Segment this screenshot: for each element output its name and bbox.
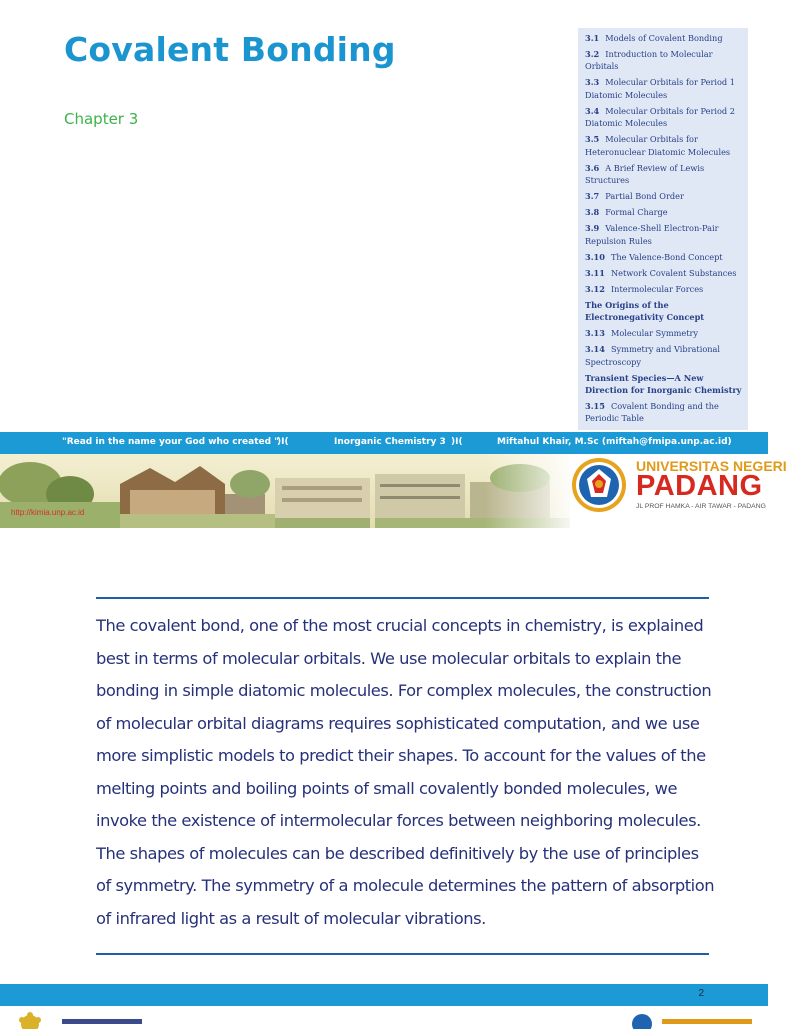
page-number: 2: [698, 988, 704, 999]
toc-item-number: 3.3: [585, 77, 600, 88]
paragraph-line: more simplistic models to predict their shapes. To account for the values of the: [96, 746, 706, 765]
toc-item-number: 3.2: [585, 49, 600, 60]
toc-item-label: Symmetry and Vibrational Spectroscopy: [585, 344, 721, 367]
toc-item-number: 3.7: [585, 191, 600, 202]
paragraph-line: best in terms of molecular orbitals. We use molecular orbitals to explain the: [96, 648, 682, 668]
paragraph-line: of molecular orbital diagrams requires sophisticated computation, and we use: [96, 713, 700, 733]
toc-item: [585, 32, 744, 44]
body-paragraph: [96, 610, 716, 935]
toc-item-number: 3.8: [585, 207, 600, 218]
toc-item: [585, 299, 744, 324]
toc-item-label: Formal Charge: [605, 207, 668, 218]
toc-item: [585, 105, 744, 130]
website-link[interactable]: http://kimia.unp.ac.id: [11, 508, 85, 517]
toc-item: [585, 222, 744, 247]
footer-band: [0, 984, 768, 1006]
toc-item: [585, 283, 744, 295]
toc-item-number: 3.15: [585, 401, 605, 412]
toc-item: [585, 162, 744, 187]
next-slide-logos: [0, 1006, 768, 1024]
toc-item-label: Molecular Orbitals for Heteronuclear Diatomic Molecules: [585, 134, 731, 157]
slide-1: [0, 0, 768, 432]
toc-item: [585, 267, 744, 279]
toc-item-label: Transient Species—A New Direction for Inorganic Chemistry: [585, 372, 742, 396]
toc-item-label: A Brief Review of Lewis Structures: [585, 162, 705, 185]
top-rule: [96, 597, 709, 599]
band-quote: "Read in the name your God who created ": [62, 437, 279, 447]
toc-item: [585, 343, 744, 368]
band-separator: )I(: [451, 437, 463, 447]
paragraph-line: of infrared light as a result of molecular vibrations.: [96, 908, 486, 928]
paragraph-line: of symmetry. The symmetry of a molecule determines the pattern of absorption: [96, 876, 715, 895]
toc-item-label: Partial Bond Order: [605, 191, 684, 202]
toc-item-number: 3.12: [585, 283, 605, 294]
university-city: PADANG: [636, 470, 763, 502]
band-course: Inorganic Chemistry 3: [334, 437, 446, 447]
next-slide-strip: [0, 1006, 768, 1024]
bottom-rule: [96, 953, 709, 955]
toc-item-label: Introduction to Molecular Orbitals: [585, 49, 713, 72]
toc-item-label: The Valence-Bond Concept: [610, 251, 723, 262]
toc-item-number: 3.1: [585, 33, 600, 43]
toc-item-number: 3.13: [585, 328, 605, 339]
toc-item: [585, 372, 744, 397]
toc-item: [585, 48, 744, 73]
toc-item-label: The Origins of the Electronegativity Concept: [585, 299, 705, 323]
chapter-label: Chapter 3: [64, 110, 139, 128]
toc-item: [585, 400, 744, 425]
toc-item-number: 3.4: [585, 105, 600, 116]
toc-item-label: Valence-Shell Electron-Pair Repulsion Rules: [585, 223, 719, 246]
toc-item-number: 3.10: [585, 251, 605, 262]
toc-item: [585, 251, 744, 263]
band-separator: )I(: [277, 437, 289, 447]
toc-item-number: 3.6: [585, 162, 600, 173]
toc-item-label: Covalent Bonding and the Periodic Table: [585, 401, 719, 424]
paragraph-line: invoke the existence of intermolecular forces between neighboring molecules.: [96, 811, 701, 830]
university-name: UNIVERSITAS NEGERI: [636, 458, 787, 474]
paragraph-line: The covalent bond, one of the most crucial concepts in chemistry, is explained: [96, 616, 704, 635]
slide-title: Covalent Bonding: [64, 30, 396, 69]
university-address: JL PROF HAMKA - AIR TAWAR - PADANG: [636, 503, 766, 510]
toc-item-label: Molecular Symmetry: [610, 328, 699, 339]
campus-photo-strip: [0, 454, 570, 528]
toc-item-number: 3.5: [585, 134, 600, 145]
toc-item: [585, 190, 744, 202]
paragraph-line: bonding in simple diatomic molecules. For complex molecules, the construction: [96, 681, 712, 700]
toc-item-number: 3.14: [585, 344, 605, 355]
toc-item-number: 3.11: [585, 267, 605, 278]
paragraph-line: melting points and boiling points of small covalently bonded molecules, we: [96, 778, 678, 798]
band-author: Miftahul Khair, M.Sc (miftah@fmipa.unp.ac.id): [497, 437, 732, 447]
paragraph-line: The shapes of molecules can be described definitively by the use of principles: [96, 843, 699, 863]
toc-item: [585, 133, 744, 158]
toc-item-label: Intermolecular Forces: [610, 283, 704, 294]
toc-item-label: Molecular Orbitals for Period 1 Diatomic Molecules: [585, 77, 735, 100]
toc-item-label: Network Covalent Substances: [610, 267, 737, 278]
toc-item-number: 3.9: [585, 223, 600, 234]
slide-2: [0, 528, 768, 984]
toc-item-label: Molecular Orbitals for Period 2 Diatomic Molecules: [585, 105, 735, 129]
header-band: [0, 432, 768, 454]
unp-seal-icon: [571, 457, 627, 513]
toc-item-label: Models of Covalent Bonding: [605, 33, 723, 43]
university-banner: [0, 454, 787, 528]
toc-item: [585, 327, 744, 339]
toc-item: [585, 206, 744, 218]
toc-item: [585, 76, 744, 101]
table-of-contents: [578, 28, 748, 430]
